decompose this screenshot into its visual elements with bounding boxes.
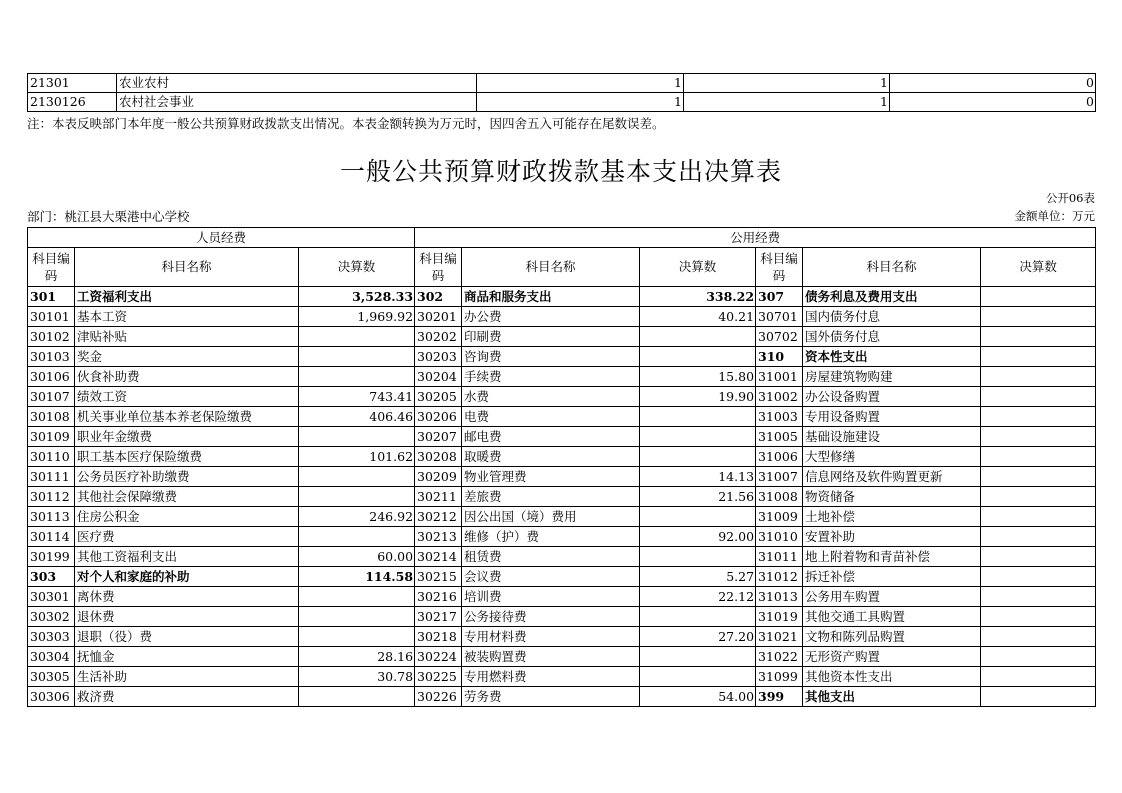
cell-amount — [981, 287, 1096, 307]
table-row — [28, 587, 1096, 607]
cell-name: 物业管理费 — [462, 467, 640, 487]
basic-expenditure-table — [27, 227, 1096, 707]
cell-amount: 406.46 — [299, 407, 415, 427]
page-title: 一般公共预算财政拨款基本支出决算表 — [339, 157, 782, 186]
table-row — [28, 527, 1096, 547]
cell-name: 国内债务付息 — [803, 307, 981, 327]
cell-amount — [981, 487, 1096, 507]
table-row — [28, 427, 1096, 447]
cell-name: 退休费 — [75, 607, 299, 627]
cell-code: 30109 — [28, 427, 75, 447]
cell-amount — [981, 507, 1096, 527]
header-name: 科目名称 — [75, 248, 299, 287]
table-row — [28, 367, 1096, 387]
cell-name: 资本性支出 — [803, 347, 981, 367]
cell-amount — [640, 647, 756, 667]
cell-name: 生活补助 — [75, 667, 299, 687]
cell-amount — [299, 587, 415, 607]
cell-name: 机关事业单位基本养老保险缴费 — [75, 407, 299, 427]
cell-name: 文物和陈列品购置 — [803, 627, 981, 647]
cell-amount — [640, 427, 756, 447]
cell-code: 30306 — [28, 687, 75, 707]
cell-name: 租赁费 — [462, 547, 640, 567]
cell-code: 30113 — [28, 507, 75, 527]
cell-code: 30111 — [28, 467, 75, 487]
cell-amount: 40.21 — [640, 307, 756, 327]
cell-code: 399 — [756, 687, 803, 707]
department-label: 部门：桃江县大栗港中心学校 — [27, 209, 190, 224]
table-row — [28, 467, 1096, 487]
cell-code: 31021 — [756, 627, 803, 647]
cell-amount: 1,969.92 — [299, 307, 415, 327]
cell-name: 无形资产购置 — [803, 647, 981, 667]
cell-code: 31006 — [756, 447, 803, 467]
cell-name: 农村社会事业 — [117, 93, 477, 112]
cell-code: 310 — [756, 347, 803, 367]
cell-amount — [640, 327, 756, 347]
cell-code: 307 — [756, 287, 803, 307]
cell-code: 21301 — [28, 74, 117, 93]
cell-code: 30226 — [415, 687, 462, 707]
cell-name: 奖金 — [75, 347, 299, 367]
cell-amount — [981, 427, 1096, 447]
form-code: 公开06表 — [1045, 191, 1095, 205]
cell-code: 31007 — [756, 467, 803, 487]
cell-amount — [640, 407, 756, 427]
cell-name: 土地补偿 — [803, 507, 981, 527]
cell-amount — [981, 587, 1096, 607]
cell-name: 专用燃料费 — [462, 667, 640, 687]
cell-amount: 114.58 — [299, 567, 415, 587]
cell-code: 30102 — [28, 327, 75, 347]
cell-code: 31022 — [756, 647, 803, 667]
header-amount: 决算数 — [981, 248, 1096, 287]
cell-code: 30112 — [28, 487, 75, 507]
cell-name: 被装购置费 — [462, 647, 640, 667]
cell-name: 基本工资 — [75, 307, 299, 327]
cell-amount: 92.00 — [640, 527, 756, 547]
cell-amount — [640, 447, 756, 467]
table-row — [28, 667, 1096, 687]
cell-name: 救济费 — [75, 687, 299, 707]
cell-code: 31013 — [756, 587, 803, 607]
cell-code: 30211 — [415, 487, 462, 507]
cell-amount — [981, 447, 1096, 467]
cell-code: 30212 — [415, 507, 462, 527]
table-row — [28, 647, 1096, 667]
table-row — [28, 627, 1096, 647]
cell-name: 取暖费 — [462, 447, 640, 467]
cell-name: 职工基本医疗保险缴费 — [75, 447, 299, 467]
cell-amount — [981, 627, 1096, 647]
cell-amount: 15.80 — [640, 367, 756, 387]
cell-name: 手续费 — [462, 367, 640, 387]
cell-name: 抚恤金 — [75, 647, 299, 667]
previous-table — [27, 73, 1096, 112]
cell-code: 31001 — [756, 367, 803, 387]
header-code: 科目编码 — [415, 248, 462, 287]
cell-code: 31002 — [756, 387, 803, 407]
cell-code: 30110 — [28, 447, 75, 467]
cell-amount: 19.90 — [640, 387, 756, 407]
cell-name: 其他交通工具购置 — [803, 607, 981, 627]
cell-v2: 1 — [477, 74, 684, 93]
cell-amount — [981, 307, 1096, 327]
cell-amount — [299, 607, 415, 627]
cell-amount: 22.12 — [640, 587, 756, 607]
header-name: 科目名称 — [462, 248, 640, 287]
cell-name: 债务利息及费用支出 — [803, 287, 981, 307]
table-row — [28, 307, 1096, 327]
cell-amount — [981, 327, 1096, 347]
cell-code: 30216 — [415, 587, 462, 607]
cell-code: 30301 — [28, 587, 75, 607]
cell-name: 办公费 — [462, 307, 640, 327]
cell-name: 国外债务付息 — [803, 327, 981, 347]
cell-amount: 27.20 — [640, 627, 756, 647]
header-name: 科目名称 — [803, 248, 981, 287]
cell-name: 工资福利支出 — [75, 287, 299, 307]
cell-name: 拆迁补偿 — [803, 567, 981, 587]
cell-name: 医疗费 — [75, 527, 299, 547]
cell-name: 水费 — [462, 387, 640, 407]
cell-code: 301 — [28, 287, 75, 307]
cell-amount — [299, 427, 415, 447]
cell-amount: 28.16 — [299, 647, 415, 667]
cell-amount — [299, 627, 415, 647]
cell-name: 绩效工资 — [75, 387, 299, 407]
cell-amount — [981, 407, 1096, 427]
group-header-public: 公用经费 — [415, 228, 1096, 248]
cell-code: 31005 — [756, 427, 803, 447]
cell-code: 30201 — [415, 307, 462, 327]
cell-name: 劳务费 — [462, 687, 640, 707]
cell-code: 31019 — [756, 607, 803, 627]
table-row — [28, 487, 1096, 507]
cell-code: 30101 — [28, 307, 75, 327]
cell-name: 其他工资福利支出 — [75, 547, 299, 567]
cell-code: 30305 — [28, 667, 75, 687]
cell-code: 30205 — [415, 387, 462, 407]
cell-amount — [981, 647, 1096, 667]
cell-code: 303 — [28, 567, 75, 587]
cell-v2: 1 — [477, 93, 684, 112]
group-header-personnel: 人员经费 — [28, 228, 415, 248]
cell-amount: 21.56 — [640, 487, 756, 507]
header-amount: 决算数 — [640, 248, 756, 287]
cell-code: 302 — [415, 287, 462, 307]
cell-name: 其他支出 — [803, 687, 981, 707]
cell-code: 30213 — [415, 527, 462, 547]
cell-amount — [981, 567, 1096, 587]
table-row — [28, 93, 1096, 112]
cell-name: 公务用车购置 — [803, 587, 981, 607]
cell-name: 因公出国（境）费用 — [462, 507, 640, 527]
cell-name: 专用设备购置 — [803, 407, 981, 427]
cell-name: 专用材料费 — [462, 627, 640, 647]
cell-name: 离休费 — [75, 587, 299, 607]
cell-code: 30217 — [415, 607, 462, 627]
table-note: 注：本表反映部门本年度一般公共预算财政拨款支出情况。本表金额转换为万元时，因四舍五入可能存在尾数误差。 — [27, 116, 665, 131]
cell-v3: 1 — [684, 74, 890, 93]
cell-amount — [981, 347, 1096, 367]
cell-amount — [981, 607, 1096, 627]
cell-code: 30215 — [415, 567, 462, 587]
cell-code: 30303 — [28, 627, 75, 647]
cell-amount — [640, 347, 756, 367]
cell-name: 对个人和家庭的补助 — [75, 567, 299, 587]
table-row — [28, 447, 1096, 467]
cell-amount: 60.00 — [299, 547, 415, 567]
cell-amount — [981, 547, 1096, 567]
cell-amount — [640, 507, 756, 527]
table-row — [28, 387, 1096, 407]
cell-amount — [981, 367, 1096, 387]
cell-name: 维修（护）费 — [462, 527, 640, 547]
cell-code: 30302 — [28, 607, 75, 627]
cell-amount — [981, 527, 1096, 547]
cell-amount: 3,528.33 — [299, 287, 415, 307]
table-row — [28, 407, 1096, 427]
cell-code: 30108 — [28, 407, 75, 427]
cell-code: 30304 — [28, 647, 75, 667]
cell-amount: 30.78 — [299, 667, 415, 687]
cell-amount — [299, 527, 415, 547]
cell-amount: 246.92 — [299, 507, 415, 527]
cell-name: 办公设备购置 — [803, 387, 981, 407]
cell-name: 差旅费 — [462, 487, 640, 507]
cell-name: 住房公积金 — [75, 507, 299, 527]
cell-code: 31011 — [756, 547, 803, 567]
table-row — [28, 547, 1096, 567]
cell-amount — [981, 687, 1096, 707]
cell-code: 31008 — [756, 487, 803, 507]
header-code: 科目编码 — [28, 248, 75, 287]
cell-amount — [299, 687, 415, 707]
cell-name: 信息网络及软件购置更新 — [803, 467, 981, 487]
cell-amount — [640, 547, 756, 567]
cell-v4: 0 — [890, 74, 1096, 93]
cell-code: 30114 — [28, 527, 75, 547]
cell-amount — [981, 467, 1096, 487]
cell-code: 30202 — [415, 327, 462, 347]
cell-name: 津贴补贴 — [75, 327, 299, 347]
cell-name: 伙食补助费 — [75, 367, 299, 387]
cell-amount — [981, 667, 1096, 687]
cell-name: 退职（役）费 — [75, 627, 299, 647]
table-row — [28, 327, 1096, 347]
cell-amount — [299, 487, 415, 507]
cell-name: 会议费 — [462, 567, 640, 587]
cell-name: 物资储备 — [803, 487, 981, 507]
cell-code: 30208 — [415, 447, 462, 467]
table-row — [28, 687, 1096, 707]
cell-amount — [640, 667, 756, 687]
cell-name: 基础设施建设 — [803, 427, 981, 447]
cell-code: 30701 — [756, 307, 803, 327]
cell-amount — [981, 387, 1096, 407]
cell-code: 30209 — [415, 467, 462, 487]
table-row — [28, 287, 1096, 307]
cell-code: 30103 — [28, 347, 75, 367]
cell-name: 大型修缮 — [803, 447, 981, 467]
cell-code: 31009 — [756, 507, 803, 527]
cell-code: 30224 — [415, 647, 462, 667]
cell-name: 安置补助 — [803, 527, 981, 547]
cell-code: 30218 — [415, 627, 462, 647]
cell-amount — [299, 327, 415, 347]
cell-code: 31012 — [756, 567, 803, 587]
cell-amount: 5.27 — [640, 567, 756, 587]
cell-code: 31099 — [756, 667, 803, 687]
table-row — [28, 507, 1096, 527]
cell-amount: 14.13 — [640, 467, 756, 487]
cell-name: 商品和服务支出 — [462, 287, 640, 307]
cell-amount — [299, 347, 415, 367]
cell-name: 房屋建筑物购建 — [803, 367, 981, 387]
cell-code: 30204 — [415, 367, 462, 387]
cell-code: 30203 — [415, 347, 462, 367]
cell-name: 其他社会保障缴费 — [75, 487, 299, 507]
cell-amount — [299, 367, 415, 387]
cell-amount: 54.00 — [640, 687, 756, 707]
header-amount: 决算数 — [299, 248, 415, 287]
cell-amount: 338.22 — [640, 287, 756, 307]
cell-name: 农业农村 — [117, 74, 477, 93]
cell-amount: 743.41 — [299, 387, 415, 407]
cell-name: 公务员医疗补助缴费 — [75, 467, 299, 487]
cell-name: 地上附着物和青苗补偿 — [803, 547, 981, 567]
cell-name: 咨询费 — [462, 347, 640, 367]
amount-unit-label: 金额单位：万元 — [1014, 209, 1095, 223]
cell-code: 30106 — [28, 367, 75, 387]
cell-amount — [640, 607, 756, 627]
cell-name: 电费 — [462, 407, 640, 427]
cell-code: 30207 — [415, 427, 462, 447]
cell-code: 30107 — [28, 387, 75, 407]
cell-v4: 0 — [890, 93, 1096, 112]
cell-amount: 101.62 — [299, 447, 415, 467]
table-row — [28, 74, 1096, 93]
cell-code: 30214 — [415, 547, 462, 567]
cell-amount — [299, 467, 415, 487]
cell-name: 培训费 — [462, 587, 640, 607]
cell-name: 其他资本性支出 — [803, 667, 981, 687]
cell-name: 邮电费 — [462, 427, 640, 447]
cell-code: 30199 — [28, 547, 75, 567]
header-code: 科目编码 — [756, 248, 803, 287]
cell-code: 30206 — [415, 407, 462, 427]
cell-name: 公务接待费 — [462, 607, 640, 627]
cell-code: 31010 — [756, 527, 803, 547]
cell-code: 2130126 — [28, 93, 117, 112]
cell-code: 30225 — [415, 667, 462, 687]
table-row — [28, 347, 1096, 367]
cell-name: 职业年金缴费 — [75, 427, 299, 447]
cell-v3: 1 — [684, 93, 890, 112]
table-row — [28, 567, 1096, 587]
cell-code: 31003 — [756, 407, 803, 427]
cell-name: 印刷费 — [462, 327, 640, 347]
cell-code: 30702 — [756, 327, 803, 347]
table-row — [28, 607, 1096, 627]
